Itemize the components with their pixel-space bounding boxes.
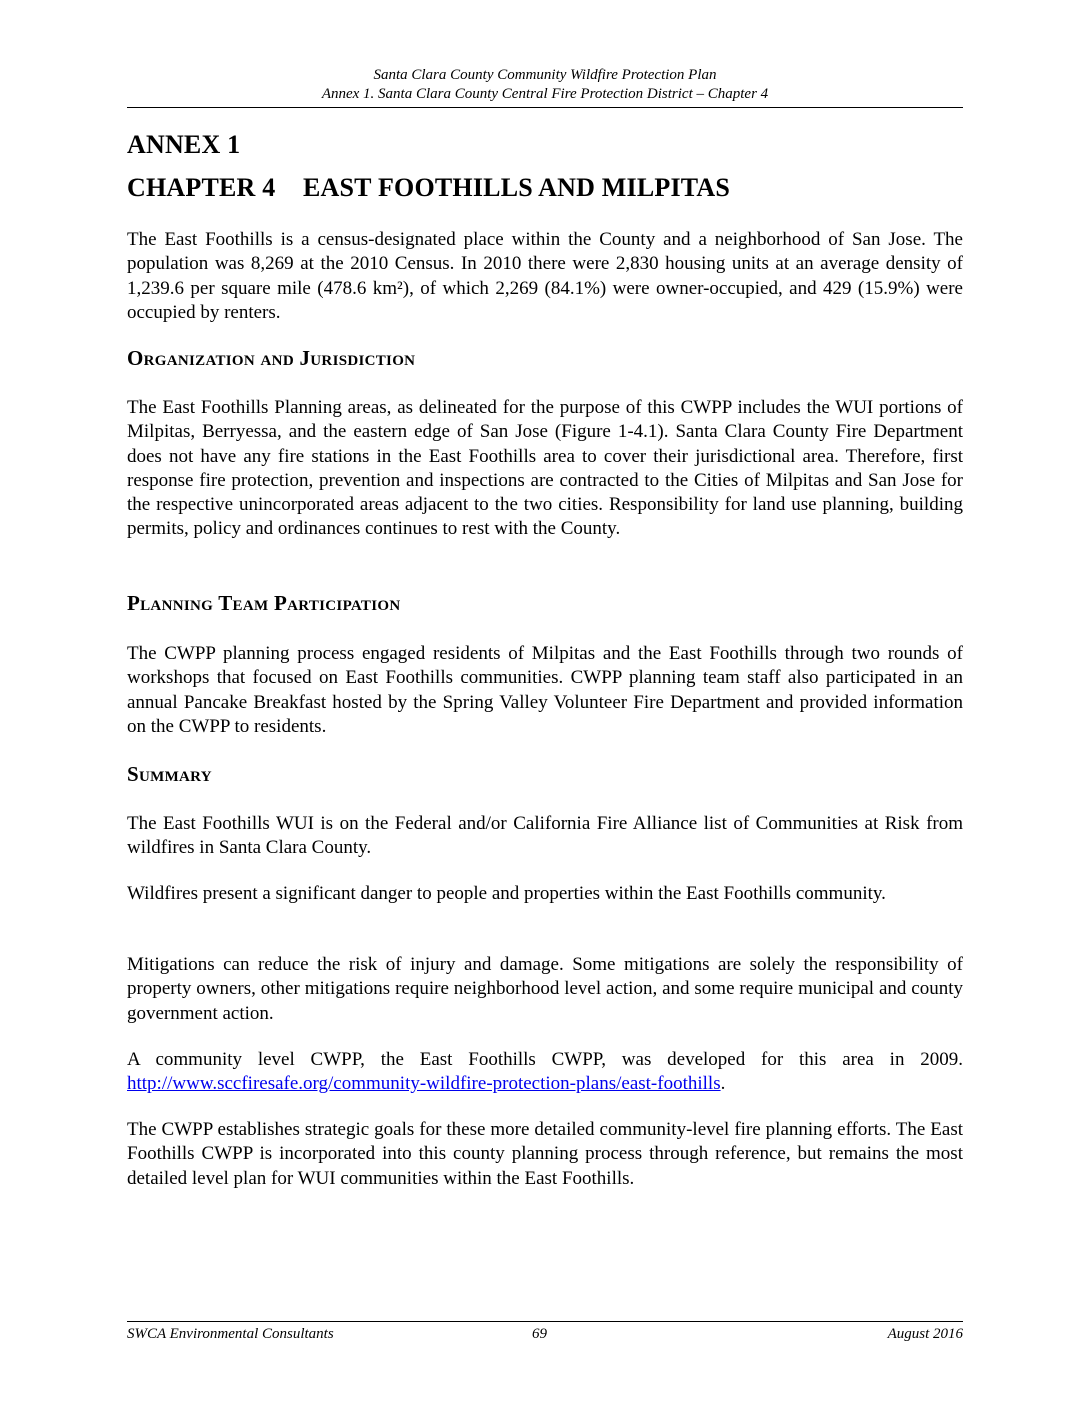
footer-date: August 2016: [887, 1326, 963, 1342]
planning-section: [127, 642, 963, 739]
summary-p2: [127, 882, 963, 906]
summary-paragraph-5: The CWPP establishes strategic goals for these more detailed community-level fire planning efforts. The East Foothills CWPP is incorporated into this county planning process through reference, but remains the most detailed level plan for WUI communities within the East Foothills.: [127, 1119, 963, 1189]
footer-left: SWCA Environmental Consultants: [127, 1326, 334, 1342]
summary-p4: [127, 1048, 963, 1097]
organization-paragraph: The East Foothills Planning areas, as delineated for the purpose of this CWPP includes the WUI portions of Milpitas, Berryessa, and the eastern edge of San Jose (Figure 1-4.1). Santa Clara County Fire Department does not have any fire stations in the East Foothills area to cover their jurisdictional area. Therefore, first response fire protection, prevention and inspections are contracted to the Cities of Milpitas and San Jose for the respective unincorporated areas adjacent to the two cities. Responsibility for land use planning, building permits, policy and ordinances continues to rest with the County.: [127, 397, 963, 540]
summary-p3: [127, 953, 963, 1026]
page-number: 69: [532, 1326, 547, 1342]
summary-paragraph-4-end: .: [720, 1073, 726, 1095]
planning-heading: Planning Team Participation: [127, 591, 401, 615]
header-line-2: Annex 1. Santa Clara County Central Fire Protection District – Chapter 4: [321, 86, 769, 102]
header-rule: [127, 107, 963, 108]
planning-paragraph: The CWPP planning process engaged residents of Milpitas and the East Foothills through two rounds of workshops that focused on East Foothills communities. CWPP planning team staff also participated in an annual Pancake Breakfast hosted by the Spring Valley Volunteer Fire Department and provided information on the CWPP to residents.: [127, 643, 963, 737]
summary-heading: Summary: [127, 762, 212, 786]
summary-paragraph-1: The East Foothills WUI is on the Federal and/or California Fire Alliance list of Communities at Risk from wildfires in Santa Clara County.: [127, 813, 963, 859]
summary-paragraph-4: [127, 1048, 963, 1097]
chapter-number: CHAPTER 4: [127, 173, 276, 202]
summary-p5: [127, 1118, 963, 1191]
running-header: [127, 66, 963, 104]
footer-rule: [127, 1321, 963, 1322]
chapter-title: [127, 173, 730, 203]
intro-paragraph: The East Foothills is a census-designated place within the County and a neighborhood of San Jose. The population was 8,269 at the 2010 Census. In 2010 there were 2,830 housing units at an average density of 1,239.6 per square mile (478.6 km²), of which 2,269 (84.1%) were owner-occupied, and 429 (15.9%) were occupied by renters.: [127, 229, 963, 323]
organization-heading: Organization and Jurisdiction: [127, 346, 416, 370]
summary-paragraph-4-text: A community level CWPP, the East Foothills CWPP, was developed for this area in 2009.: [127, 1049, 963, 1070]
header-line-1: Santa Clara County Community Wildfire Protection Plan: [373, 67, 717, 83]
chapter-name: EAST FOOTHILLS AND MILPITAS: [303, 173, 731, 202]
east-foothills-cwpp-link[interactable]: http://www.sccfiresafe.org/community-wildfire-protection-plans/east-foothills: [127, 1073, 721, 1095]
annex-title: ANNEX 1: [127, 130, 241, 159]
summary-p1: [127, 812, 963, 861]
organization-section: [127, 396, 963, 542]
intro-section: [127, 228, 963, 325]
summary-paragraph-3: Mitigations can reduce the risk of injury and damage. Some mitigations are solely the responsibility of property owners, other mitigations require neighborhood level action, and some require municipal and county government action.: [127, 954, 963, 1024]
summary-paragraph-2: Wildfires present a significant danger to people and properties within the East Foothills community.: [127, 883, 886, 904]
